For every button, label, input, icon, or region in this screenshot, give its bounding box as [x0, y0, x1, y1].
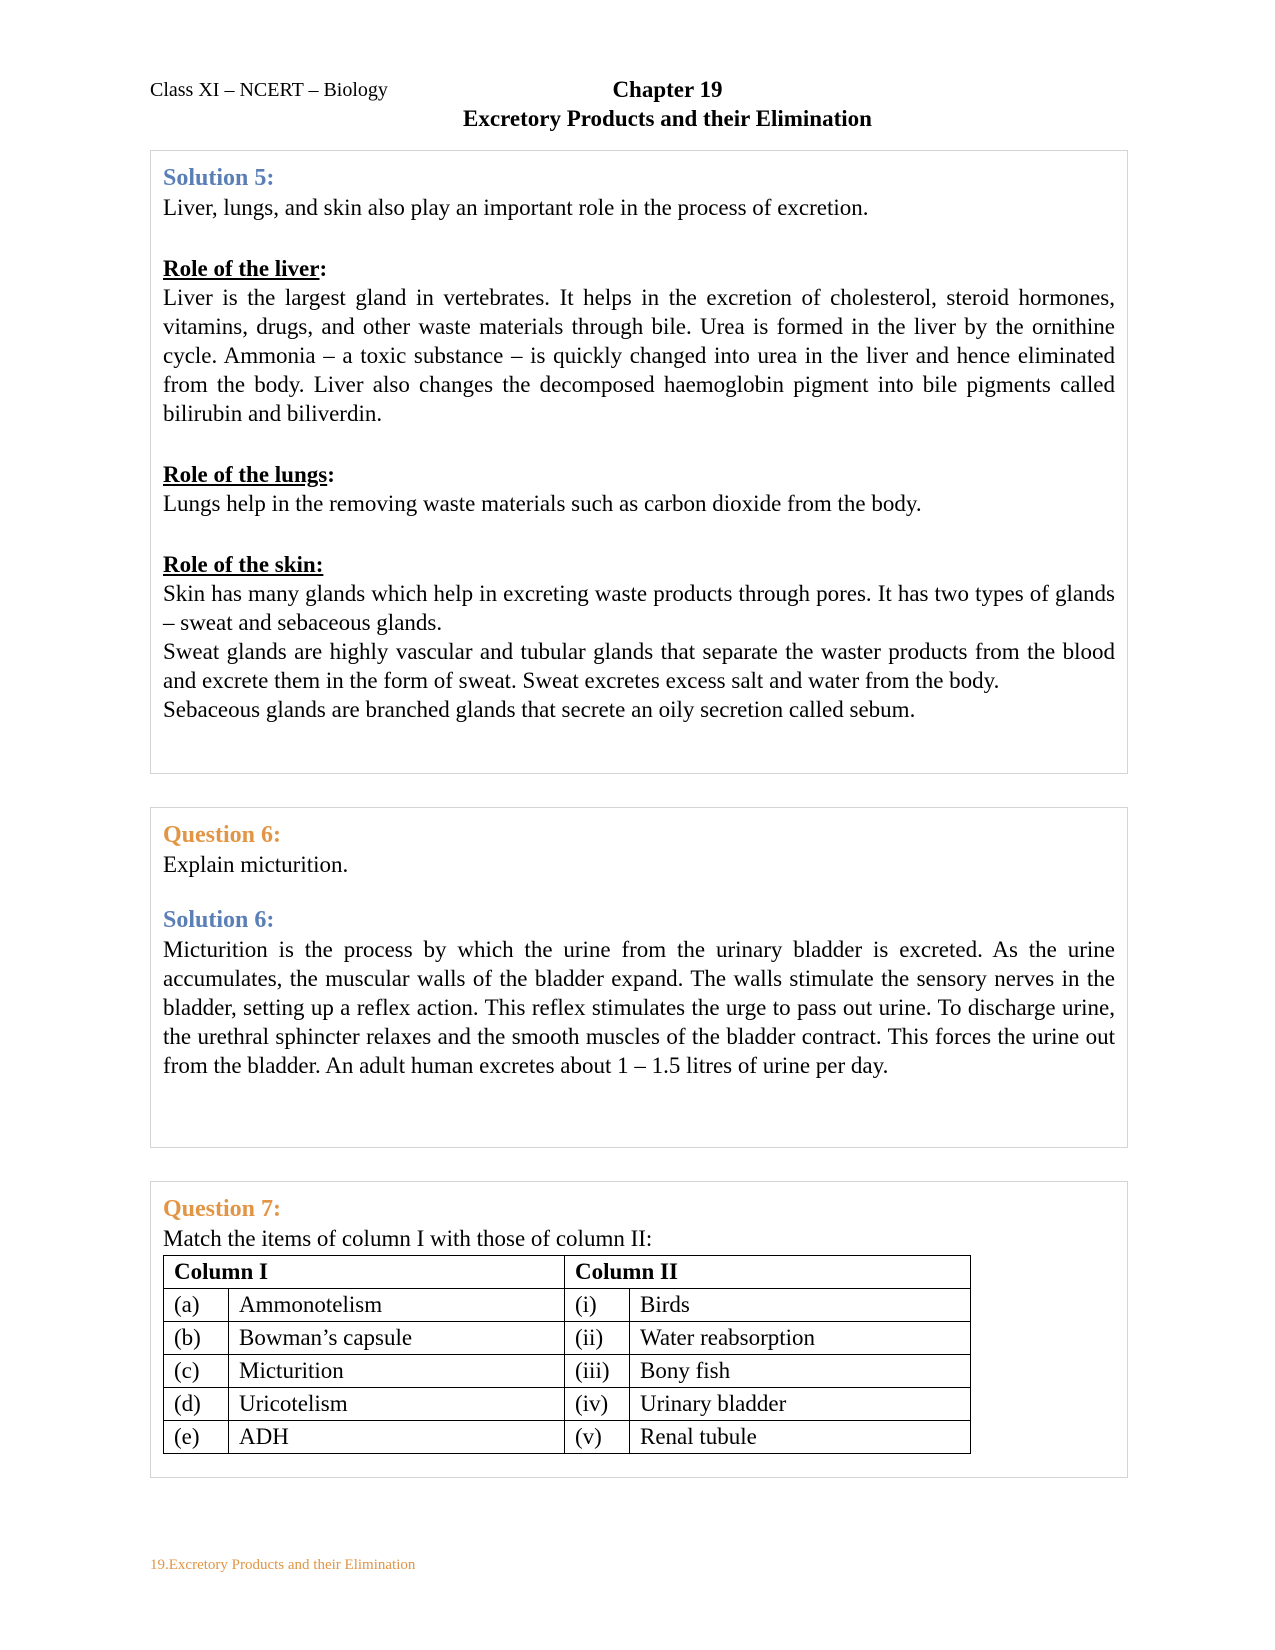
row-value-2: Bony fish: [630, 1355, 971, 1388]
row-key-1: (b): [164, 1322, 229, 1355]
skin-heading: [163, 550, 1115, 579]
solution-5-box: [150, 150, 1128, 774]
question-7-text: Match the items of column I with those of column II:: [163, 1226, 653, 1251]
chapter-number: Chapter 19: [612, 77, 723, 102]
solution-5-label: Solution 5:: [163, 165, 275, 191]
row-value-2: Water reabsorption: [630, 1322, 971, 1355]
question-6-box: [150, 807, 1128, 1148]
solution-5-intro: Liver, lungs, and skin also play an important role in the process of excretion.: [163, 195, 869, 220]
header-class-label: Class XI – NCERT – Biology: [150, 79, 388, 101]
table-row: [164, 1421, 971, 1454]
liver-text: Liver is the largest gland in vertebrates. It helps in the excretion of cholesterol, steroid hormones, vitamins, drugs, and other waste materials through bile. Urea is formed in the liver by the ornithine cycle. Ammonia – a toxic substance – is quickly changed into urea in the liver and hence eliminated from the body. Liver also changes the decomposed haemoglobin pigment into bile pigments called bilirubin and biliverdin.: [163, 285, 1115, 426]
question-7-label: Question 7:: [163, 1196, 282, 1222]
row-key-1: (e): [164, 1421, 229, 1454]
solution-6-text: Micturition is the process by which the urine from the urinary bladder is excreted. As the urine accumulates, the muscular walls of the bladder expand. The walls stimulate the sensory nerves in the bladder, setting up a reflex action. This reflex stimulates the urge to pass out urine. To discharge urine, the urethral sphincter relaxes and the smooth muscles of the bladder contract. This forces the urine out from the bladder. An adult human excretes about 1 – 1.5 litres of urine per day.: [163, 937, 1115, 1078]
question-6-label: Question 6:: [163, 822, 282, 848]
match-table: [163, 1255, 971, 1454]
row-key-2: (v): [565, 1421, 630, 1454]
row-value-1: ADH: [229, 1421, 565, 1454]
skin-text-2: Sweat glands are highly vascular and tubular glands that separate the waster products from the blood and excrete them in the form of sweat. Sweat excretes excess salt and water from the body.: [163, 639, 1115, 693]
table-row: [164, 1289, 971, 1322]
skin-heading-text: Role of the skin:: [163, 552, 324, 577]
row-value-1: Ammonotelism: [229, 1289, 565, 1322]
row-key-1: (d): [164, 1388, 229, 1421]
solution-6-label: Solution 6:: [163, 907, 275, 933]
table-row: [164, 1388, 971, 1421]
row-value-1: Bowman’s capsule: [229, 1322, 565, 1355]
header-chapter-block: [430, 75, 905, 133]
row-key-2: (iii): [565, 1355, 630, 1388]
row-value-1: Micturition: [229, 1355, 565, 1388]
row-value-2: Renal tubule: [630, 1421, 971, 1454]
question-7-box: [150, 1181, 1128, 1478]
column-1-header: Column I: [164, 1256, 565, 1289]
liver-heading: Role of the liver:: [163, 256, 328, 281]
table-row: [164, 1322, 971, 1355]
row-value-2: Urinary bladder: [630, 1388, 971, 1421]
row-value-1: Uricotelism: [229, 1388, 565, 1421]
column-2-header: Column II: [565, 1256, 971, 1289]
row-key-1: (c): [164, 1355, 229, 1388]
question-6-text: Explain micturition.: [163, 852, 349, 877]
lungs-heading-text: Role of the lungs: [163, 462, 328, 487]
row-key-2: (i): [565, 1289, 630, 1322]
skin-text-3: Sebaceous glands are branched glands that secrete an oily secretion called sebum.: [163, 697, 916, 722]
table-row: [164, 1355, 971, 1388]
row-value-2: Birds: [630, 1289, 971, 1322]
row-key-1: (a): [164, 1289, 229, 1322]
liver-heading-text: Role of the liver: [163, 256, 320, 281]
lungs-text: Lungs help in the removing waste materials such as carbon dioxide from the body.: [163, 491, 922, 516]
match-table-header: [164, 1256, 971, 1289]
page-footer: 19.Excretory Products and their Elimination: [150, 1557, 416, 1573]
lungs-heading: Role of the lungs:: [163, 462, 335, 487]
row-key-2: (ii): [565, 1322, 630, 1355]
chapter-title: Excretory Products and their Elimination: [463, 106, 872, 131]
skin-text-1: Skin has many glands which help in excreting waste products through pores. It has two types of glands – sweat and sebaceous glands.: [163, 581, 1115, 635]
row-key-2: (iv): [565, 1388, 630, 1421]
